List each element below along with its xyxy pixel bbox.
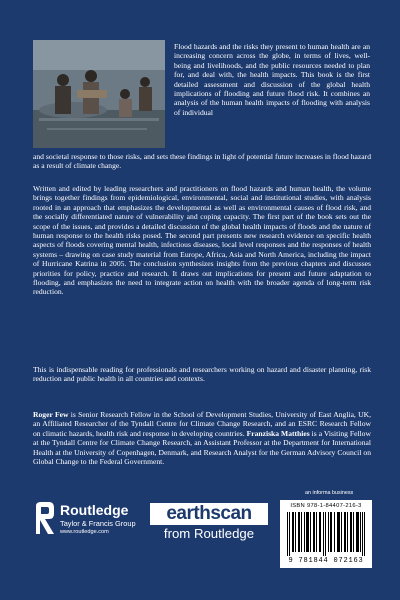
earthscan-logo (150, 503, 268, 549)
barcode-box (280, 500, 372, 568)
isbn-text: ISBN 978-1-84407-216-3 (290, 503, 362, 509)
earthscan-wordmark: earthscan (150, 503, 268, 525)
routledge-logo (33, 500, 136, 550)
barcode-icon (286, 512, 366, 556)
routledge-url: www.routledge.com (60, 529, 109, 535)
author-bio-1: is Senior Research Fellow in the School of Development Studies, University of East Anglia, UK, an Affiliated Researcher of the Tyndall Centre for Climate Change Research, and an ESRC Research Fellow on climatic hazards, health risk and response in developing countries. (33, 410, 371, 438)
people-in-flood-photo-icon (33, 40, 165, 148)
earthscan-from: from Routledge (163, 526, 255, 541)
cover-photo (33, 40, 165, 148)
routledge-logo-icon (33, 500, 57, 536)
description-paragraph: Written and edited by leading researchers and practitioners on flood hazards and human health, the volume brings together findings from epidemiological, environmental, social and institutional studies, with analysis rooted in an approach that emphasizes the developmental as well as environmental causes of flood risk, and the socially differentiated nature of vulnerability and coping capacity. The first part of the book sets out the scope of the issues, and provides a detailed discussion of the global health impacts of floods and the nature of human response to the health risks posed. The second part presents new research evidence on specific health aspects of floods covering mental health, infectious diseases, local level responses and the responses of health systems – drawing on case study material from Europe, Africa, Asia and North America, including the impact of Hurricane Katrina in 2005. The conclusion synthesizes insights from the previous chapters and discusses priorities for policy, practice and research. It draws out implications for present and future adaptation to flooding, and emphasizes the need to integrate action on health with the broader agenda of long-term risk reduction. (33, 184, 371, 297)
author-bio-2: is a Visiting Fellow at the Tyndall Centre for Climate Change Research, an Assistant Professor at the Department for International Health at the University of Copenhagen, Denmark, and Research Analyst for the German Advisory Council on Global Change to the Federal Government. (33, 428, 371, 467)
author-name-2: Franziska Matthies (246, 428, 310, 438)
routledge-name: Routledge (60, 502, 129, 518)
informa-tagline: an informa business (305, 490, 354, 496)
author-bios (33, 410, 371, 466)
barcode-number: 9 781844 072163 (288, 557, 364, 565)
routledge-subtitle: Taylor & Francis Group (60, 519, 136, 528)
author-name-1: Roger Few (33, 410, 69, 419)
intro-text-narrow: Flood hazards and the risks they present to human health are an increasing concern across the globe, in terms of lives, well-being and livelihoods, and the public resources needed to plan for, and deal with, the health impacts. This book is the first detailed assessment and discussion of the global health implications of flooding and future flood risk. It combines an analysis of the human health impacts of flooding with analysis of individual (174, 42, 370, 117)
intro-text-wide: and societal response to those risks, and sets these findings in light of potential future increases in flood hazard as a result of climate change. (33, 152, 371, 171)
audience-paragraph: This is indispensable reading for professionals and researchers working on hazard and disaster planning, risk reduction and public health in all countries and contexts. (33, 365, 371, 384)
